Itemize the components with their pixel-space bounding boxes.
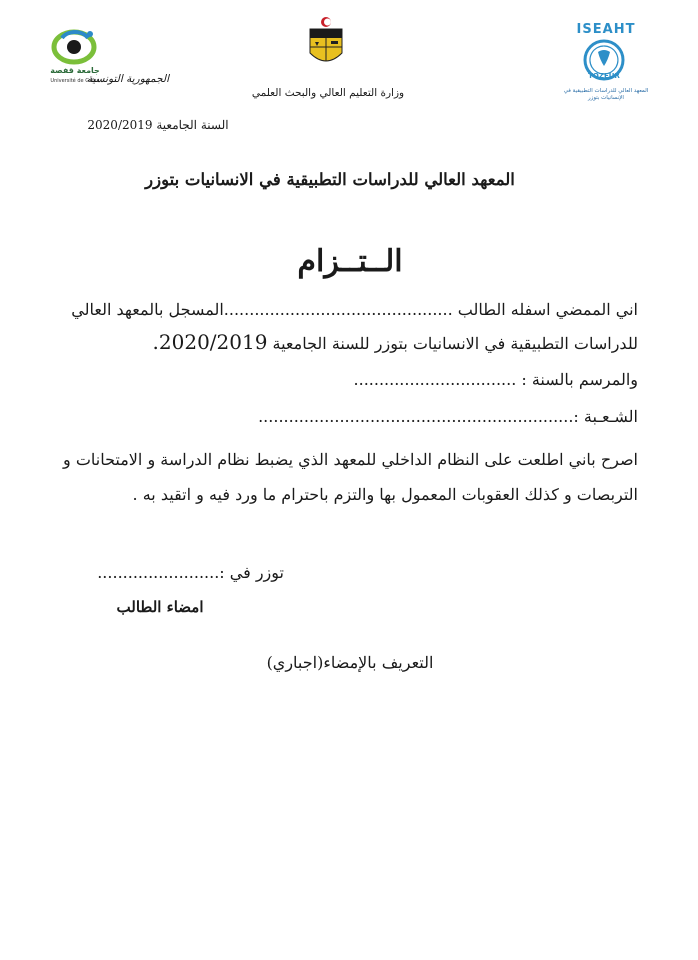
body-line-declaration: اصرح باني اطلعت على النظام الداخلي للمعهد الذي يضبط نظام الدراسة و الامتحانات و (63, 450, 638, 469)
institute-heading: المعهد العالي للدراسات التطبيقية في الانسانيات بتوزر (145, 170, 515, 189)
body-line-level: والمرسم بالسنة : ................................ (353, 370, 638, 389)
academic-year: السنة الجامعية 2020/2019 (87, 118, 229, 132)
university-logo-icon (48, 26, 100, 66)
university-name-fr: Université de Gafsa (50, 78, 100, 84)
student-signature-label: امضاء الطالب (116, 598, 204, 616)
body-line-branch: الشـعـبة :.............................................................. (258, 407, 638, 426)
institute-logo (560, 14, 652, 104)
republic-label: الجمهورية التونسية (87, 73, 169, 85)
body-line-year (38, 330, 638, 354)
body-line-commitment: التربصات و كذلك العقوبات المعمول بها والتزم باحترام ما ورد فيه و اتقيد به . (132, 485, 638, 504)
body-line-student: اني الممضي اسفله الطالب .............................................المسجل بالمعهد العالي (71, 300, 638, 319)
tunisia-coat-of-arms-icon (306, 15, 346, 71)
university-name-ar: جامعة قفصة (50, 66, 100, 75)
institute-logo-icon (582, 38, 626, 82)
institute-acronym: ISEAHT (576, 22, 636, 37)
page-title: الــتــزام (297, 244, 403, 279)
government-header (87, 72, 428, 100)
place-date: توزر في :........................ (97, 563, 284, 582)
institute-city: TOZEUR (588, 72, 620, 80)
signature-authentication-label: التعريف بالإمضاء(اجباري) (266, 653, 434, 672)
ministry-label: وزارة التعليم العالي والبحث العلمي (251, 87, 405, 99)
body-line-year-text: للدراسات التطبيقية في الانسانيات بتوزر للسنة الجامعية (267, 334, 638, 353)
body-year-value: 2020/2019. (152, 330, 268, 354)
institute-name-ar: المعهد العالي للدراسات التطبيقية في الإنسانيات بتوزر (563, 88, 649, 101)
